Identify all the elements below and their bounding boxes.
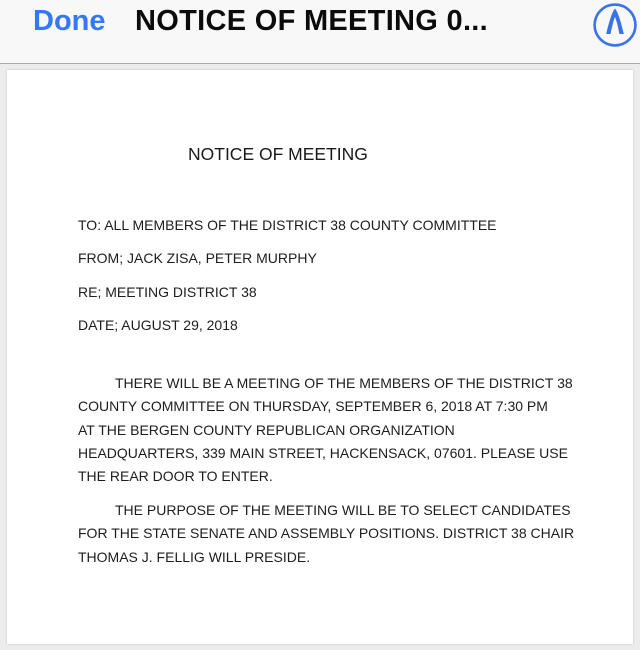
paragraph-line: COUNTY COMMITTEE ON THURSDAY, SEPTEMBER 6, 2018 AT 7:30 PM <box>78 398 548 415</box>
paragraph-line: THE REAR DOOR TO ENTER. <box>78 468 273 485</box>
document-page <box>7 70 633 644</box>
body-paragraph-2 <box>78 499 603 569</box>
document-viewport[interactable] <box>0 64 640 650</box>
paragraph-line: THOMAS J. FELLIG WILL PRESIDE. <box>78 548 311 565</box>
markup-button[interactable] <box>592 2 638 48</box>
paragraph-line: THE PURPOSE OF THE MEETING WILL BE TO SELECT CANDIDATES <box>115 502 571 519</box>
done-button[interactable]: Done <box>33 5 106 37</box>
meta-line-date: DATE; AUGUST 29, 2018 <box>78 316 238 333</box>
nav-title: NOTICE OF MEETING 0... <box>135 5 489 37</box>
paragraph-line: THERE WILL BE A MEETING OF THE MEMBERS OF THE DISTRICT 38 <box>115 375 573 392</box>
paragraph-line: FOR THE STATE SENATE AND ASSEMBLY POSITIONS. DISTRICT 38 CHAIR <box>78 525 575 542</box>
body-paragraph-1 <box>78 372 603 488</box>
marker-pen-icon <box>592 2 638 48</box>
navbar <box>0 0 640 64</box>
memo-header-block <box>78 214 603 337</box>
paragraph-line: HEADQUARTERS, 339 MAIN STREET, HACKENSACK, 07601. PLEASE USE <box>78 445 568 462</box>
meta-line-from: FROM; JACK ZISA, PETER MURPHY <box>78 250 317 267</box>
meta-line-to: TO: ALL MEMBERS OF THE DISTRICT 38 COUNTY COMMITTEE <box>78 217 497 233</box>
paragraph-line: AT THE BERGEN COUNTY REPUBLICAN ORGANIZATION <box>78 421 455 438</box>
document-title: NOTICE OF MEETING <box>188 144 368 164</box>
meta-line-re: RE; MEETING DISTRICT 38 <box>78 283 257 300</box>
